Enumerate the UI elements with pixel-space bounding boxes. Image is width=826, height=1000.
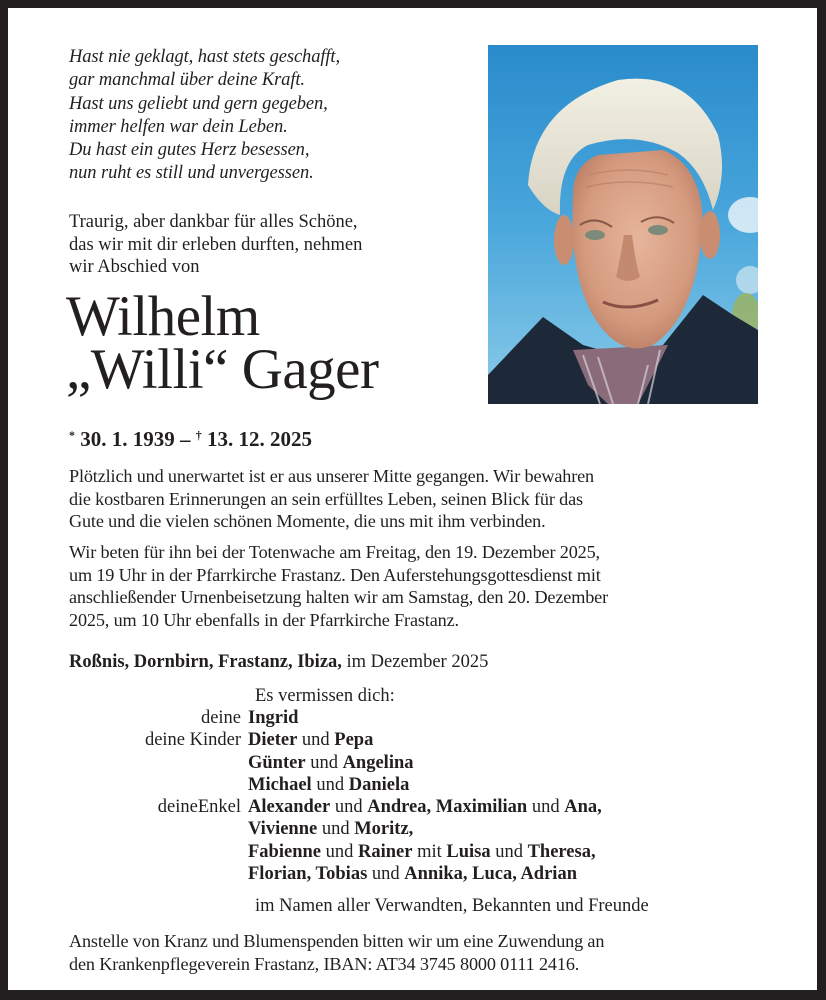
mourner-row	[8, 774, 817, 796]
connector-word: und	[297, 730, 335, 751]
birth-date: 30. 1. 1939	[80, 427, 175, 451]
connector-word: und	[317, 819, 355, 840]
mourners-heading: Es vermissen dich:	[255, 686, 395, 706]
mourner-row	[8, 841, 817, 863]
mourner-relation-label	[8, 863, 248, 885]
mourner-names	[248, 818, 817, 840]
mourner-row	[8, 707, 817, 729]
places-and-date	[69, 650, 488, 674]
mourner-name: Moritz,	[354, 819, 414, 840]
mourner-name: Daniela	[348, 774, 410, 795]
mourners-list	[8, 707, 817, 885]
mourner-name: Andrea, Maximilian	[367, 797, 528, 818]
death-date: 13. 12. 2025	[207, 427, 312, 451]
mourner-relation-label	[8, 752, 248, 774]
connector-word: und	[320, 841, 358, 862]
mourner-relation-label: deine Kinder	[144, 730, 241, 751]
mourner-name: Florian, Tobias	[248, 864, 368, 885]
mourner-name: Annika, Luca, Adrian	[404, 864, 577, 885]
intro-line: wir Abschied von	[69, 257, 200, 277]
name-nickname-surname: „Willi“ Gager	[66, 338, 379, 401]
mourner-name: Günter	[248, 752, 306, 773]
date-separator: –	[180, 427, 191, 451]
intro-text	[69, 211, 362, 279]
mourner-relation-label: deine	[200, 708, 241, 728]
obituary-page	[8, 8, 817, 990]
birth-asterisk-icon: *	[69, 428, 75, 442]
death-dagger-icon: †	[195, 428, 202, 442]
mourner-names	[248, 729, 817, 751]
paragraph-line: anschließender Urnenbeisetzung halten wir am Samstag, den 20. Dezember	[69, 587, 608, 607]
donation-line: Anstelle von Kranz und Blumenspenden bitten wir um eine Zuwendung an	[69, 931, 605, 951]
mourner-name: Dieter	[248, 730, 298, 751]
mourner-relation-label	[8, 818, 248, 840]
connector-word: und	[527, 797, 565, 818]
poem-line: Hast uns geliebt und gern gegeben,	[69, 93, 328, 114]
mourner-name: Vivienne	[248, 819, 318, 840]
connector-word: und	[305, 752, 343, 773]
mourner-name: Alexander	[248, 797, 331, 818]
poem-line: Du hast ein gutes Herz besessen,	[69, 140, 310, 161]
paragraph-line: die kostbaren Erinnerungen an sein erfülltes Leben, seinen Blick für das	[69, 488, 583, 509]
mourner-names	[248, 841, 817, 863]
mourner-relation-label	[8, 774, 248, 796]
intro-line: Traurig, aber dankbar für alles Schöne,	[69, 212, 358, 232]
intro-line: das wir mit dir erleben durften, nehmen	[69, 234, 363, 255]
mourner-name: Theresa,	[527, 841, 596, 862]
poem-line: Hast nie geklagt, hast stets geschafft,	[69, 47, 340, 67]
mourner-row	[8, 752, 817, 774]
poem-line: immer helfen war dein Leben.	[69, 116, 288, 137]
places-list: Roßnis, Dornbirn, Frastanz, Ibiza,	[69, 652, 342, 672]
paragraph-line: Plötzlich und unerwartet ist er aus unserer Mitte gegangen. Wir bewahren	[69, 466, 594, 486]
paragraph-services	[69, 541, 766, 631]
mourner-name: Ingrid	[248, 708, 299, 728]
connector-word: und	[490, 841, 528, 862]
deceased-name	[66, 285, 379, 401]
notice-date: im Dezember 2025	[341, 652, 489, 672]
mourner-names	[248, 774, 817, 796]
mourner-name: Rainer	[357, 841, 413, 862]
connector-word: und	[311, 774, 349, 795]
poem-line: nun ruht es still und unvergessen.	[69, 163, 314, 184]
paragraph-line: 2025, um 10 Uhr ebenfalls in der Pfarrkirche Frastanz.	[69, 609, 459, 630]
paragraph-line: Gute und die vielen schönen Momente, die uns mit ihm verbinden.	[69, 511, 546, 531]
mourner-relation-label: deineEnkel	[157, 797, 241, 818]
mourner-name: Ana,	[564, 797, 602, 818]
name-first: Wilhelm	[66, 285, 260, 348]
poem-line: gar manchmal über deine Kraft.	[69, 70, 305, 91]
paragraph-line: Wir beten für ihn bei der Totenwache am Freitag, den 19. Dezember 2025,	[69, 542, 600, 562]
connector-word: und	[330, 797, 368, 818]
mourner-row	[8, 818, 817, 840]
mourner-relation-label	[8, 841, 248, 863]
portrait-photo	[488, 45, 758, 404]
mourner-names	[248, 752, 817, 774]
mourners-regards: im Namen aller Verwandten, Bekannten und Freunde	[255, 896, 649, 916]
mourner-name: Angelina	[342, 752, 414, 773]
donation-line: den Krankenpflegeverein Frastanz, IBAN: AT34 3745 8000 0111 2416.	[69, 953, 580, 974]
life-dates	[69, 422, 312, 452]
mourner-row	[8, 796, 817, 818]
mourner-names	[248, 863, 817, 885]
mourner-name: Michael	[248, 774, 312, 795]
paragraph-line: um 19 Uhr in der Pfarrkirche Frastanz. Den Auferstehungsgottesdienst mit	[69, 564, 601, 585]
paragraph-passing	[69, 465, 766, 533]
mourner-names	[248, 796, 817, 818]
mourner-name: Luisa	[446, 841, 491, 862]
donation-note	[69, 930, 766, 975]
memorial-poem	[69, 46, 340, 186]
mourner-name: Pepa	[334, 730, 374, 751]
mourner-row	[8, 863, 817, 885]
connector-word: mit	[412, 841, 447, 862]
connector-word: und	[367, 864, 405, 885]
portrait-illustration-icon	[488, 45, 758, 404]
mourner-name: Fabienne	[248, 841, 321, 862]
mourner-row	[8, 729, 817, 751]
mourner-names	[248, 707, 817, 729]
